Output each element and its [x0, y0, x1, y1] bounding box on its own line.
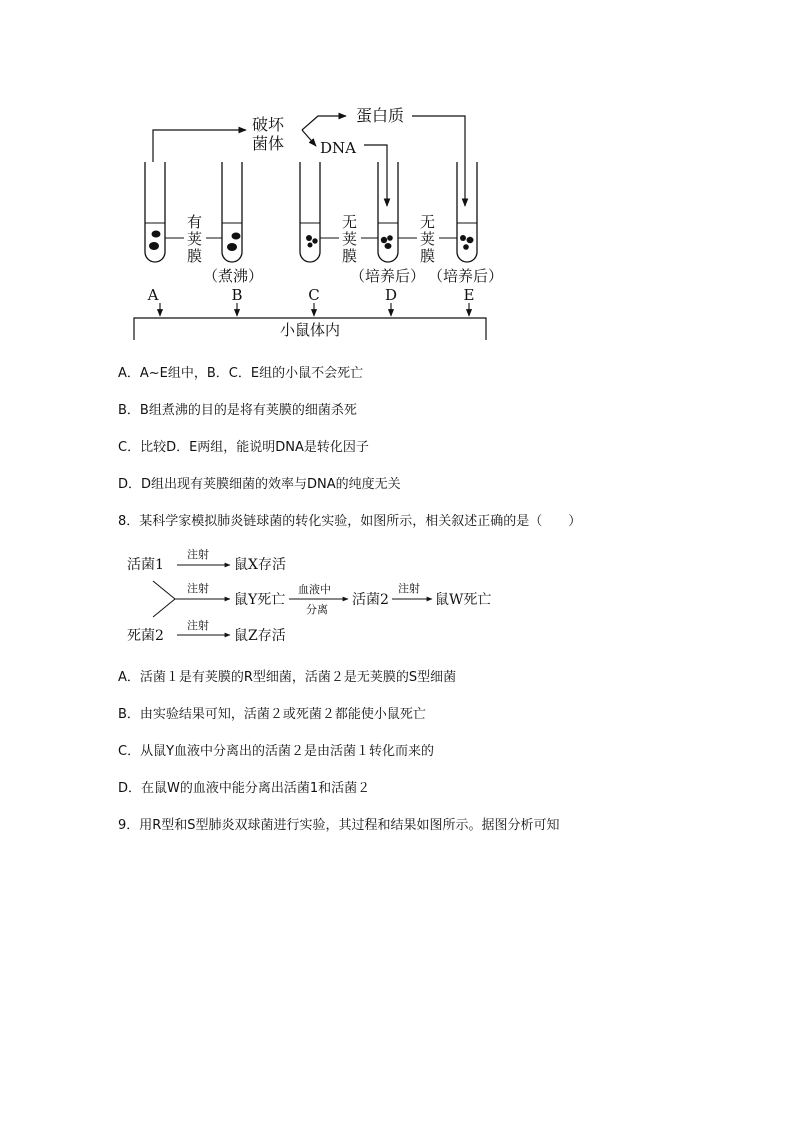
- no-capsule-d-e-3: 膜: [420, 247, 436, 265]
- mouse-x-survives: 鼠X存活: [234, 557, 286, 573]
- no-capsule-c-d-3: 膜: [342, 247, 358, 265]
- destroy-label-2: 菌体: [252, 134, 285, 153]
- inject-label-4: 注射: [187, 619, 209, 632]
- inject-label-1: 注射: [187, 548, 209, 561]
- tube-d: [378, 162, 398, 262]
- group-label-b: B: [231, 286, 243, 304]
- live-bacteria-1: 活菌1: [127, 557, 164, 573]
- figure-transformation-tubes: [0, 0, 794, 345]
- arrow-dna-to-tube-d: [364, 145, 387, 206]
- branch-upper: [153, 581, 175, 599]
- branch-lower: [153, 599, 175, 617]
- figure-q8-flow: [0, 545, 794, 655]
- q8-option-c: C．从鼠Y血液中分离出的活菌２是由活菌１转化而来的: [118, 744, 435, 759]
- no-capsule-d-e-1: 无: [420, 213, 436, 231]
- arrow-tube-a-to-destroy: [153, 130, 246, 162]
- q9-stem: 9．用R型和S型肺炎双球菌进行实验，其过程和结果如图所示。据图分析可知: [118, 818, 560, 833]
- mouse-z-survives: 鼠Z存活: [234, 628, 286, 644]
- protein-label: 蛋白质: [356, 106, 405, 125]
- dead-bacteria-2: 死菌2: [127, 628, 164, 644]
- q8-option-d: D．在鼠W的血液中能分离出活菌1和活菌２: [118, 781, 371, 796]
- inject-label-2: 注射: [187, 582, 209, 595]
- mouse-w-dies: 鼠W死亡: [435, 592, 492, 608]
- dna-label: DNA: [320, 139, 356, 157]
- q7-option-c: C．比较D．E两组，能说明DNA是转化因子: [118, 440, 369, 455]
- capsule-label-2: 荚: [187, 230, 203, 248]
- mouse-y-dies: 鼠Y死亡: [234, 592, 286, 608]
- q7-option-a: A．A~E组中，B．C．E组的小鼠不会死亡: [118, 366, 364, 381]
- group-label-e: E: [463, 286, 475, 304]
- tube-c: [300, 162, 320, 262]
- inject-label-3: 注射: [398, 582, 420, 595]
- live-bacteria-2: 活菌2: [352, 592, 389, 608]
- arrow-to-dna: [302, 130, 316, 146]
- capsule-label-1: 有: [187, 213, 203, 231]
- cultured-label-e: （培养后）: [428, 267, 504, 285]
- mouse-body-label: 小鼠体内: [279, 321, 341, 339]
- q8-option-b: B．由实验结果可知，活菌２或死菌２都能使小鼠死亡: [118, 707, 426, 722]
- q7-option-d: D．D组出现有荚膜细菌的效率与DNA的纯度无关: [118, 477, 401, 492]
- arrow-to-protein: [302, 116, 346, 130]
- group-label-d: D: [384, 286, 398, 304]
- tube-b: [222, 162, 242, 262]
- q8-option-a: A．活菌１是有荚膜的R型细菌，活菌２是无荚膜的S型细菌: [118, 670, 457, 685]
- group-label-c: C: [308, 286, 320, 304]
- cultured-label-d: （培养后）: [350, 267, 426, 285]
- q7-option-b: B．B组煮沸的目的是将有荚膜的细菌杀死: [118, 403, 357, 418]
- destroy-label-1: 破坏: [252, 115, 285, 134]
- group-label-a: A: [147, 286, 159, 304]
- tube-e: [457, 162, 477, 262]
- no-capsule-d-e-2: 荚: [420, 230, 436, 248]
- q8-stem: 8．某科学家模拟肺炎链球菌的转化实验，如图所示，相关叙述正确的是（ ）: [118, 514, 582, 529]
- blood-label-top: 血液中: [298, 583, 331, 596]
- boiled-label: （煮沸）: [203, 267, 264, 285]
- capsule-label-3: 膜: [187, 247, 203, 265]
- no-capsule-c-d-2: 荚: [342, 230, 358, 248]
- tube-a: [145, 162, 165, 262]
- blood-label-bottom: 分离: [306, 603, 328, 616]
- no-capsule-c-d-1: 无: [342, 213, 358, 231]
